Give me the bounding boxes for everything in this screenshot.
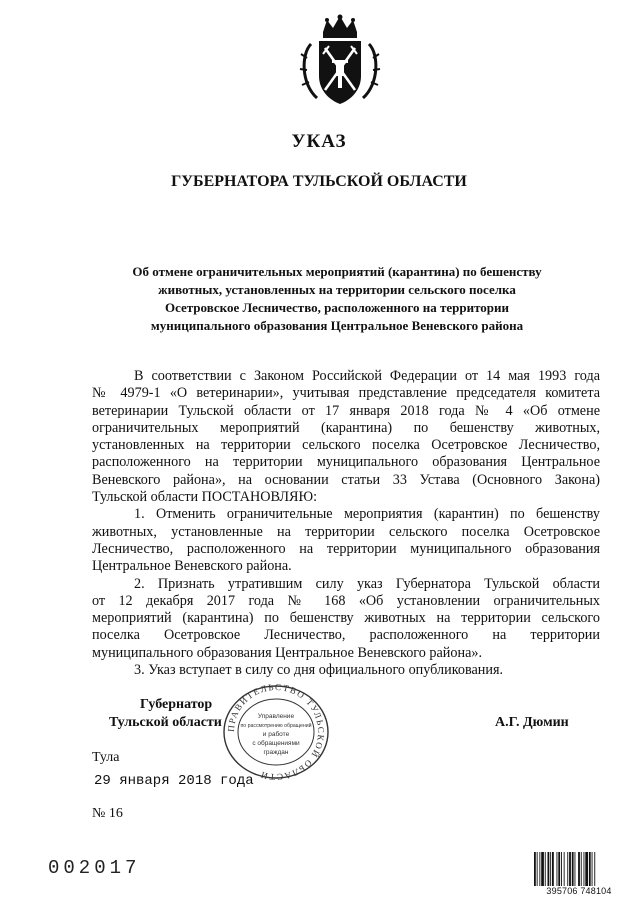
barcode-bar: [567, 852, 568, 886]
body-line: мероприятий (карантина) по бешенству животных на территории сельского: [92, 610, 600, 627]
body-line: 2. Признать утратившим силу указ Губернатора Тульской области: [134, 575, 600, 592]
body-line: 3. Указ вступает в силу со дня официального опубликования.: [134, 662, 504, 679]
body-line: расположенного на территории муниципального образования Центральное: [92, 454, 600, 471]
barcode-bar: [589, 852, 591, 886]
barcode-bar: [534, 852, 536, 886]
barcode-bar: [558, 852, 560, 886]
subject-line: муниципального образования Центральное Веневского района: [150, 318, 524, 333]
barcode-bar: [552, 852, 554, 886]
decree-number: № 16: [92, 806, 123, 821]
barcode-number: 395706 748104: [546, 886, 612, 896]
barcode-bar: [548, 852, 550, 886]
barcode-bar: [537, 852, 538, 886]
body-line: Веневского района», на основании статьи 33 Устава (Основного Закона): [92, 471, 600, 488]
signatory-region: Тульской области: [109, 715, 222, 730]
barcode-icon: [533, 852, 625, 886]
stamp-inner-line: и работе: [262, 731, 290, 738]
subject-line: Об отмене ограничительных мероприятий (карантина) по бешенству: [132, 264, 542, 279]
document-title: УКАЗ: [291, 131, 347, 152]
body-line: установленных на территории сельского поселка Осетровское Лесничество,: [92, 437, 600, 454]
document-issuer: ГУБЕРНАТОРА ТУЛЬСКОЙ ОБЛАСТИ: [171, 173, 467, 190]
subject-line: Осетровское Лесничество, расположенного на территории: [164, 300, 510, 315]
barcode-bar: [575, 852, 576, 886]
barcode-bar: [581, 852, 582, 886]
issue-city: Тула: [92, 750, 120, 765]
body-line: Лесничество, расположенного на территории муниципального образования: [92, 540, 600, 557]
stamp-inner-line: граждан: [263, 749, 289, 756]
barcode-bar: [592, 852, 593, 886]
body-line: Центральное Веневского района.: [92, 558, 292, 575]
stamp-inner-line: с обращениями: [252, 740, 300, 747]
stamp-inner-line: Управление: [257, 713, 295, 720]
barcode-bar: [564, 852, 565, 886]
barcode-bar: [569, 852, 571, 886]
barcode-bar: [557, 852, 558, 886]
form-serial-number: 002017: [48, 857, 141, 879]
decree-body: [92, 368, 600, 679]
body-line: ветеринарии Тульской области от 17 января 2018 года № 4 «Об отмене: [92, 402, 600, 419]
body-line: от 12 декабря 2017 года № 168 «Об установлении ограничительных: [92, 592, 600, 609]
barcode-bar: [541, 852, 544, 886]
barcode-bar: [578, 852, 580, 886]
barcode: [533, 852, 625, 896]
barcode-bar: [585, 852, 588, 886]
issue-date: 29 января 2018 года: [94, 773, 254, 789]
decree-subject: [92, 263, 582, 335]
barcode-bar: [561, 852, 562, 886]
signatory-position: Губернатор: [140, 697, 213, 712]
body-line: 1. Отменить ограничительные мероприятия (карантин) по бешенству: [134, 506, 600, 523]
barcode-bar: [539, 852, 540, 886]
body-line: Тульской области ПОСТАНОВЛЯЮ:: [92, 489, 318, 506]
body-line: № 4979-1 «О ветеринарии», учитывая представление председателя комитета: [92, 385, 600, 402]
coat-of-arms-icon: [297, 14, 383, 110]
barcode-bar: [545, 852, 546, 886]
subject-line: животных, установленных на территории сельского поселка: [158, 282, 516, 297]
barcode-bar: [572, 852, 574, 886]
barcode-bar: [594, 852, 595, 886]
official-stamp: [217, 682, 335, 782]
barcode-bar: [550, 852, 551, 886]
body-line: муниципального образования Центральное Веневского района».: [92, 644, 483, 661]
barcode-bar: [584, 852, 585, 886]
body-line: В соответствии с Законом Российской Федерации от 14 мая 1993 года: [134, 368, 600, 384]
signatory-name: А.Г. Дюмин: [495, 715, 569, 730]
stamp-inner-line: по рассмотрению обращений: [240, 723, 312, 729]
body-line: ограничительных мероприятий (карантина) по бешенству животных,: [92, 419, 600, 436]
body-line: поселка Осетровское Лесничество, расположенного на территории: [92, 627, 600, 644]
stamp-ring-text: ПРАВИТЕЛЬСТВО ТУЛЬСКОЙ ОБЛАСТИ: [225, 682, 327, 782]
body-line: животных, установленные на территории сельского поселка Осетровское: [92, 523, 600, 540]
